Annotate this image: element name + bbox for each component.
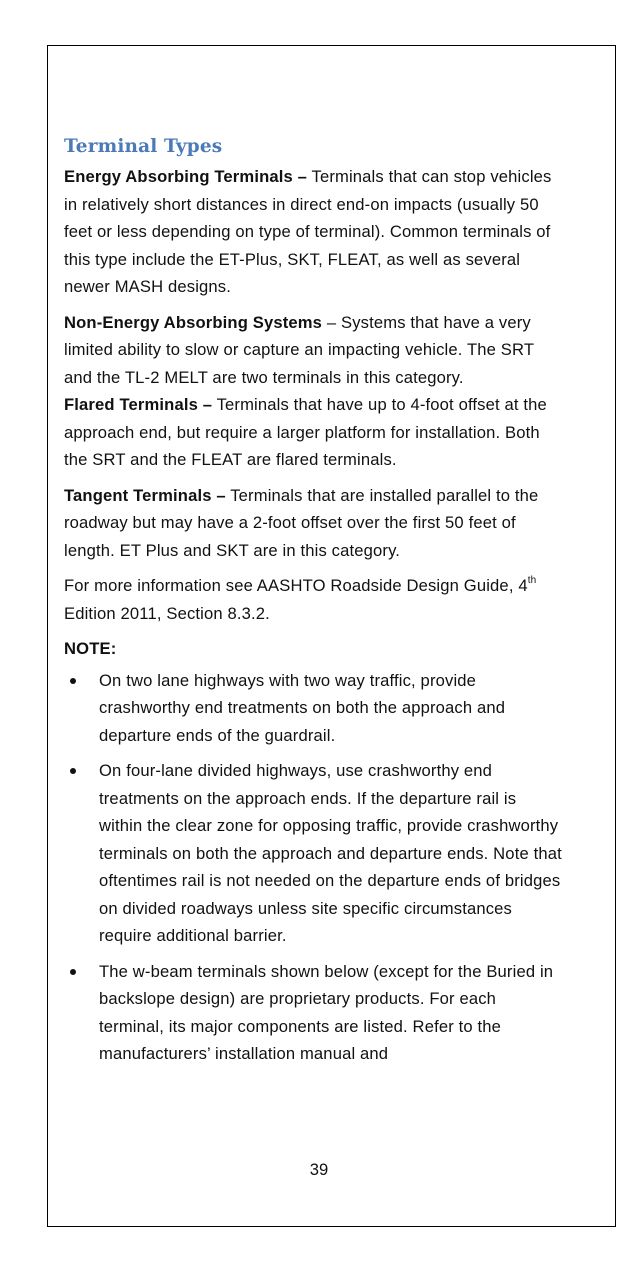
- section-heading: Terminal Types: [64, 136, 223, 157]
- note-label: [64, 635, 564, 663]
- flared-terminals-paragraph: [64, 391, 564, 474]
- list-item: [64, 958, 564, 1068]
- edition-superscript: th: [527, 575, 537, 587]
- bullet-icon: [70, 768, 76, 774]
- note-text: On two lane highways with two way traffic, provide crashworthy end treatments on both the approach and departure ends of the guardrail.: [99, 670, 506, 745]
- more-info-paragraph: [64, 572, 564, 627]
- energy-absorbing-text: Terminals that can stop vehicles in relatively short distances in direct end-on impacts (usually 50 feet or less depending on type of terminal). Common terminals of this type include the ET-Plus, SKT, FLEAT, as well as several newer MASH designs.: [64, 167, 552, 296]
- bullet-icon: [70, 969, 76, 975]
- tangent-terminals-paragraph: [64, 482, 564, 565]
- document-body: [64, 131, 564, 1076]
- bullet-icon: [70, 678, 76, 684]
- more-info-text-after: Edition 2011, Section 8.3.2.: [64, 603, 270, 623]
- non-energy-absorbing-label: Non-Energy Absorbing Systems: [64, 312, 323, 332]
- tangent-terminals-text: Terminals that are installed parallel to the roadway but may have a 2-foot offset over the first 50 feet of length. ET Plus and SKT are in this category.: [64, 485, 539, 560]
- non-energy-absorbing-text: – Systems that have a very limited ability to slow or capture an impacting vehicle. The SRT and the TL-2 MELT are two terminals in this category.: [64, 312, 534, 387]
- note-text: The w-beam terminals shown below (except for the Buried in backslope design) are proprietary products. For each terminal, its major components are listed. Refer to the manufacturers’ installation manual and: [99, 961, 554, 1063]
- tangent-terminals-label: Tangent Terminals –: [64, 485, 226, 505]
- list-item: [64, 757, 564, 950]
- non-energy-absorbing-paragraph: [64, 309, 564, 392]
- note-label-text: NOTE:: [64, 639, 117, 658]
- flared-terminals-label: Flared Terminals –: [64, 395, 213, 414]
- energy-absorbing-label: Energy Absorbing Terminals –: [64, 167, 308, 186]
- page-number: 39: [309, 1160, 329, 1179]
- more-info-text-before: For more information see AASHTO Roadside Design Guide, 4: [64, 576, 528, 595]
- energy-absorbing-paragraph: [64, 163, 564, 301]
- flared-terminals-text: Terminals that have up to 4-foot offset at the approach end, but require a larger platform for installation. Both the SRT and the FLEAT are flared terminals.: [64, 395, 547, 469]
- notes-list: [64, 667, 564, 1068]
- list-item: [64, 667, 564, 750]
- note-text: On four-lane divided highways, use crashworthy end treatments on the approach ends. If the departure rail is within the clear zone for opposing traffic, provide crashworthy terminals on both the approach and departure ends. Note that oftentimes rail is not needed on the departure ends of bridges on divided roadways unless site specific circumstances require additional barrier.: [99, 761, 562, 945]
